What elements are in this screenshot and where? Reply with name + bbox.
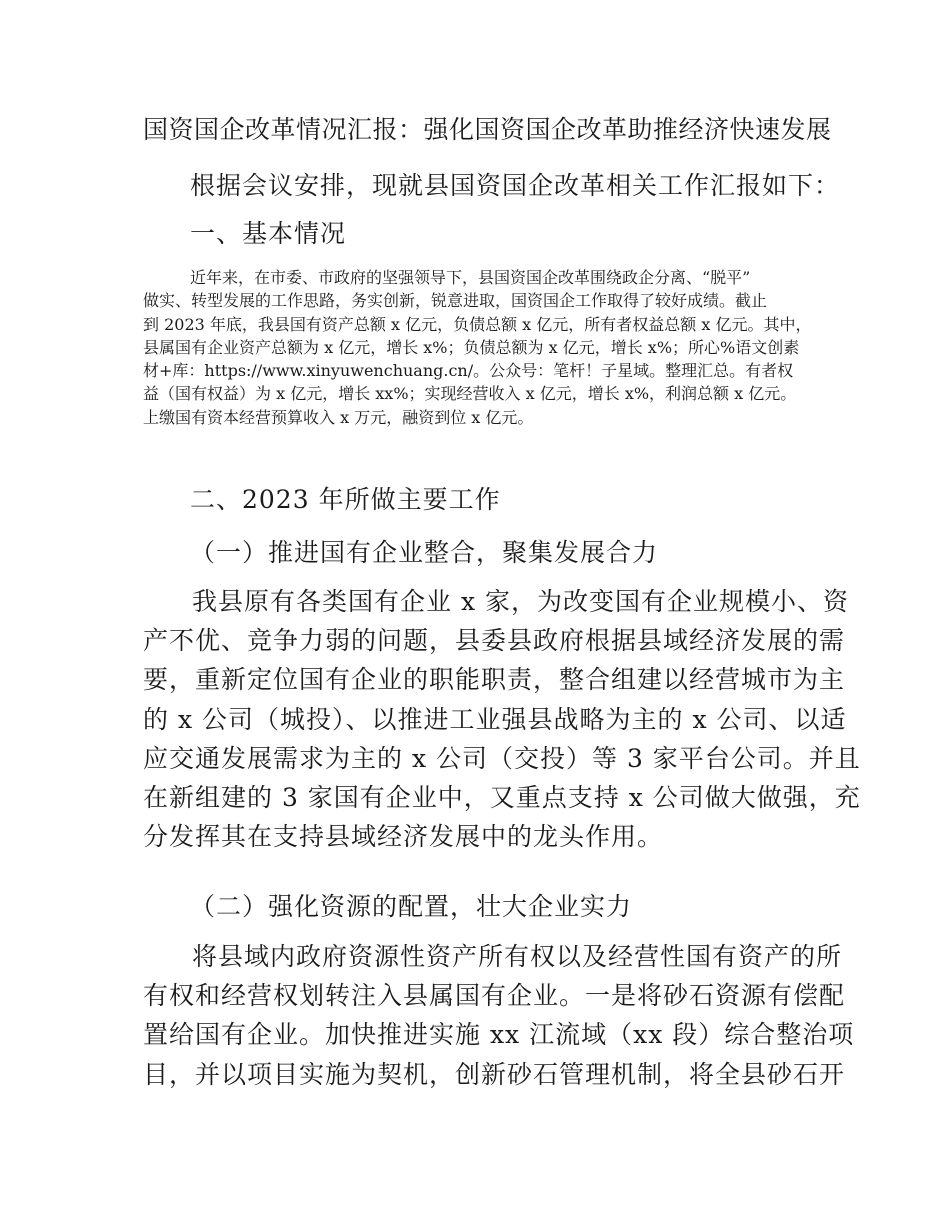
document-title: 国资国企改革情况汇报：强化国资国企改革助推经济快速发展 — [143, 115, 832, 144]
subsection1-line: 分发挥其在支持县域经济发展中的龙头作用。 — [143, 822, 664, 852]
section1-line: 做实、转型发展的工作思路，务实创新，锐意进取，国资国企工作取得了较好成绩。截止 — [143, 291, 768, 311]
subsection1-line: 我县原有各类国有企业 x 家，为改变国有企业规模小、资 — [192, 587, 849, 616]
subsection1-line: 的 x 公司（城投）、以推进工业强县战略为主的 x 公司、以适 — [143, 704, 847, 734]
subsection2-body — [143, 937, 855, 1094]
subsection2-heading: （二）强化资源的配置，壮大企业实力 — [190, 892, 633, 921]
section1-heading: 一、基本情况 — [190, 219, 347, 248]
subsection1-line: 应交通发展需求为主的 x 公司（交投）等 3 家平台公司。并且 — [143, 743, 861, 773]
section1-line: 益（国有权益）为 x 亿元，增长 xx%；实现经营收入 x 亿元，增长 x%，利润总额 x 亿元。 — [143, 384, 797, 404]
section1-line: 材+库：https://www.xinyuwenchuang.cn/。公众号：笔杆！子星域。整理汇总。有者权 — [143, 361, 794, 381]
subsection1-line: 要，重新定位国有企业的职能职责，整合组建以经营城市为主 — [143, 665, 846, 695]
subsection1-line: 在新组建的 3 家国有企业中，又重点支持 x 公司做大做强，充 — [143, 782, 861, 812]
subsection2-line: 将县域内政府资源性资产所有权以及经营性国有资产的所 — [192, 942, 843, 971]
section1-line: 上缴国有资本经营预算收入 x 万元，融资到位 x 亿元。 — [143, 407, 534, 427]
section1-line: 到 2023 年底，我县国有资产总额 x 亿元，负债总额 x 亿元，所有者权益总额 x 亿元。其中， — [143, 314, 812, 334]
subsection2-line: 置给国有企业。加快推进实施 xx 江流域（xx 段）综合整治项 — [143, 1020, 855, 1050]
subsection1-heading: （一）推进国有企业整合，聚集发展合力 — [190, 538, 659, 567]
subsection2-line: 目，并以项目实施为契机，创新砂石管理机制，将全县砂石开 — [143, 1059, 846, 1089]
subsection2-line: 有权和经营权划转注入县属国有企业。一是将砂石资源有偿配 — [143, 981, 846, 1011]
subsection1-body — [143, 582, 861, 856]
intro-paragraph: 根据会议安排，现就县国资国企改革相关工作汇报如下： — [190, 171, 841, 200]
section1-body — [143, 266, 813, 429]
section1-line: 近年来，在市委、市政府的坚强领导下，县国资国企改革围绕政企分离、“脱平” — [190, 268, 751, 287]
section1-line: 县属国有企业资产总额为 x 亿元，增长 x%；负债总额为 x 亿元，增长 x%；所心%语文创素 — [143, 337, 800, 357]
subsection1-line: 产不优、竞争力弱的问题，县委县政府根据县域经济发展的需 — [143, 626, 846, 656]
section2-heading: 二、2023 年所做主要工作 — [190, 485, 501, 514]
